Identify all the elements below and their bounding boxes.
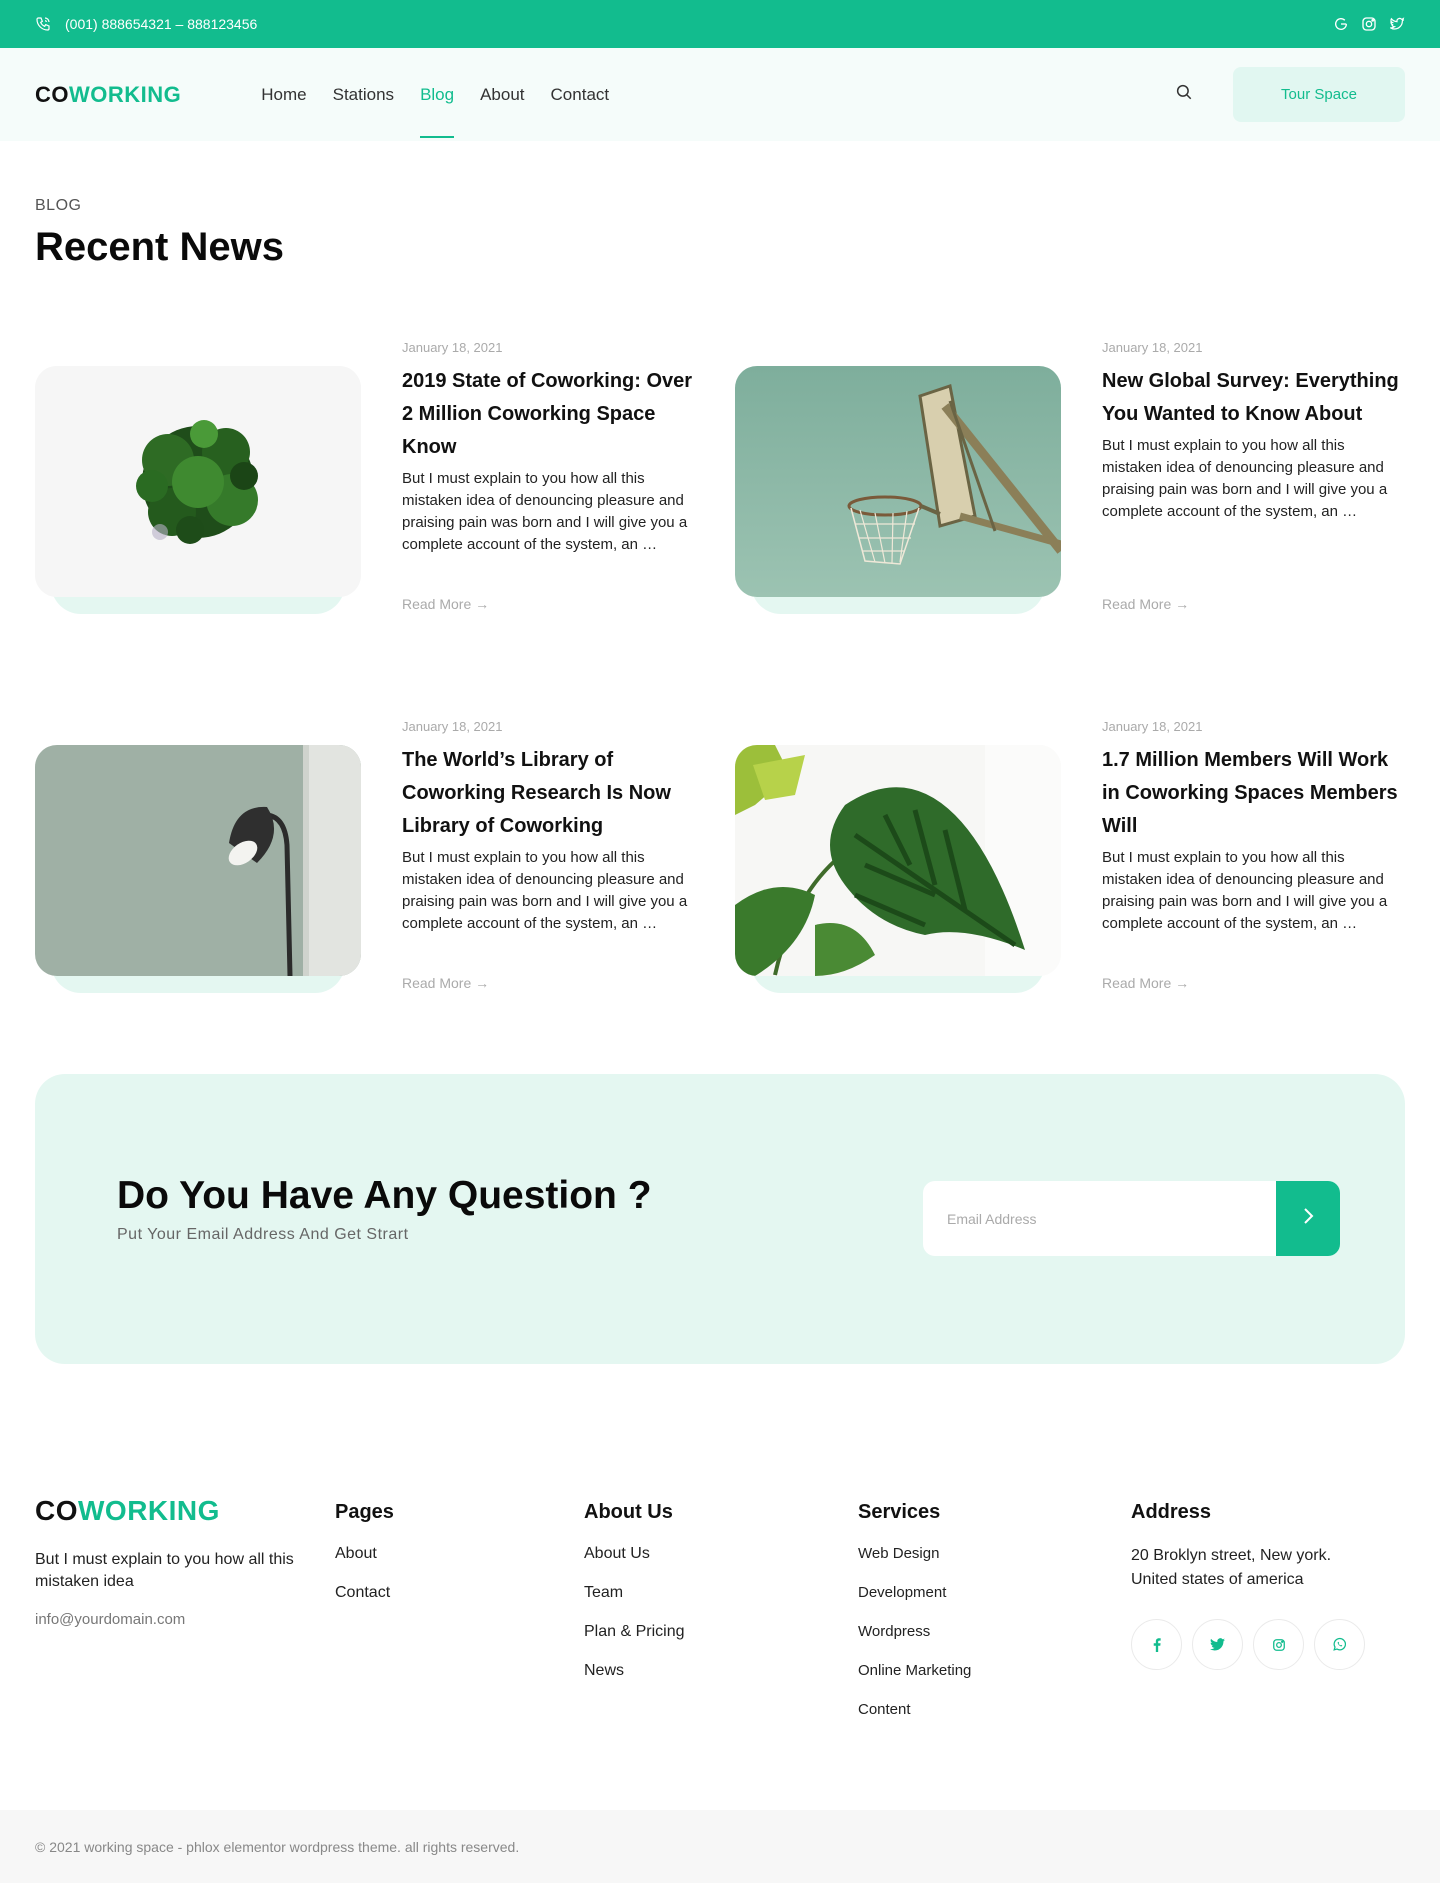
footer-link-web-design[interactable]: Web Design bbox=[858, 1545, 940, 1562]
footer-link-about[interactable]: About bbox=[335, 1545, 377, 1562]
social-links bbox=[1131, 1619, 1365, 1670]
footer-heading: Services bbox=[858, 1501, 941, 1523]
basketball-hoop-image[interactable] bbox=[735, 366, 1061, 597]
nav-blog[interactable]: Blog bbox=[420, 48, 454, 141]
twitter-icon[interactable] bbox=[1389, 16, 1405, 32]
plant-top-view-image[interactable] bbox=[35, 366, 361, 597]
section-title: Recent News bbox=[35, 225, 284, 269]
site-logo[interactable]: COWORKING bbox=[35, 81, 182, 107]
newsletter-title: Do You Have Any Question ? bbox=[117, 1174, 652, 1217]
blog-section-header bbox=[0, 141, 1440, 270]
footer-heading: Pages bbox=[335, 1501, 394, 1523]
floor-lamp-image[interactable] bbox=[35, 745, 361, 976]
phone-number[interactable]: (001) 888654321 – 888123456 bbox=[65, 16, 258, 32]
main-nav bbox=[261, 48, 609, 141]
copyright-bar bbox=[0, 1810, 1440, 1883]
post-excerpt: But I must explain to you how all this mistaken idea of denouncing pleasure and praising pain was born and I will give you a complete account of the system, an … bbox=[1102, 849, 1388, 932]
post-title[interactable]: 1.7 Million Members Will Work in Coworking Spaces Members Will bbox=[1102, 749, 1398, 837]
post-date: January 18, 2021 bbox=[402, 340, 503, 355]
nav-contact[interactable]: Contact bbox=[550, 84, 610, 104]
footer-heading: Address bbox=[1131, 1501, 1212, 1523]
nav-stations[interactable]: Stations bbox=[332, 84, 395, 104]
read-more-link[interactable]: Read More → bbox=[402, 596, 490, 612]
post-excerpt: But I must explain to you how all this mistaken idea of denouncing pleasure and praising pain was born and I will give you a complete account of the system, an … bbox=[402, 470, 688, 553]
blog-post-card bbox=[35, 719, 720, 994]
post-info bbox=[1102, 719, 1402, 935]
footer-link-about-us[interactable]: About Us bbox=[584, 1545, 650, 1562]
footer-link-contact[interactable]: Contact bbox=[335, 1584, 391, 1601]
read-more-link[interactable]: Read More → bbox=[1102, 975, 1190, 991]
footer-link-wordpress[interactable]: Wordpress bbox=[858, 1623, 931, 1640]
footer-link-content[interactable]: Content bbox=[858, 1701, 911, 1718]
nav-about[interactable]: About bbox=[480, 84, 525, 104]
post-info bbox=[402, 719, 702, 935]
footer-email[interactable]: info@yourdomain.com bbox=[35, 1611, 186, 1628]
post-date: January 18, 2021 bbox=[402, 719, 503, 734]
footer-address bbox=[1131, 1495, 1365, 1670]
footer-link-news[interactable]: News bbox=[584, 1662, 625, 1679]
post-title[interactable]: 2019 State of Coworking: Over 2 Million Coworking Space Know bbox=[402, 370, 693, 458]
section-eyebrow: BLOG bbox=[35, 197, 82, 214]
google-icon[interactable] bbox=[1333, 16, 1349, 32]
post-info bbox=[402, 340, 702, 556]
footer-services bbox=[858, 1495, 971, 1739]
post-thumbnail[interactable] bbox=[735, 366, 1061, 614]
post-title[interactable]: The World’s Library of Coworking Research Is Now Library of Coworking bbox=[402, 749, 671, 837]
main-header bbox=[0, 48, 1440, 141]
footer-link-development[interactable]: Development bbox=[858, 1584, 947, 1601]
footer-link-team[interactable]: Team bbox=[584, 1584, 624, 1601]
submit-button[interactable] bbox=[1276, 1181, 1340, 1256]
whatsapp-icon[interactable] bbox=[1314, 1619, 1365, 1670]
instagram-icon[interactable] bbox=[1361, 16, 1377, 32]
post-thumbnail[interactable] bbox=[35, 366, 361, 614]
footer-logo[interactable]: COWORKING bbox=[35, 1495, 220, 1526]
address-text: 20 Broklyn street, New york. United states of america bbox=[1131, 1547, 1332, 1588]
blog-post-card bbox=[735, 340, 1420, 615]
post-excerpt: But I must explain to you how all this mistaken idea of denouncing pleasure and praising pain was born and I will give you a complete account of the system, an … bbox=[402, 849, 688, 932]
blog-post-card bbox=[735, 719, 1420, 994]
monstera-leaf-image[interactable] bbox=[735, 745, 1061, 976]
facebook-icon[interactable] bbox=[1131, 1619, 1182, 1670]
post-title[interactable]: New Global Survey: Everything You Wanted to Know About bbox=[1102, 370, 1399, 425]
post-thumbnail[interactable] bbox=[735, 745, 1061, 993]
post-excerpt: But I must explain to you how all this mistaken idea of denouncing pleasure and praising pain was born and I will give you a complete account of the system, an … bbox=[1102, 437, 1388, 520]
email-input[interactable] bbox=[923, 1181, 1276, 1256]
footer-about bbox=[584, 1495, 685, 1700]
newsletter-section bbox=[35, 1074, 1405, 1364]
copyright-text: © 2021 working space - phlox elementor wordpress theme. all rights reserved. bbox=[35, 1838, 520, 1855]
footer-description: But I must explain to you how all this mistaken idea bbox=[35, 1551, 294, 1590]
newsletter-subtitle: Put Your Email Address And Get Strart bbox=[117, 1226, 409, 1243]
twitter-icon[interactable] bbox=[1192, 1619, 1243, 1670]
search-icon[interactable] bbox=[1175, 83, 1193, 106]
read-more-link[interactable]: Read More → bbox=[402, 975, 490, 991]
post-date: January 18, 2021 bbox=[1102, 340, 1203, 355]
phone-icon bbox=[35, 16, 51, 32]
newsletter-form bbox=[923, 1181, 1340, 1256]
blog-post-card bbox=[35, 340, 720, 615]
tour-space-button[interactable]: Tour Space bbox=[1233, 67, 1405, 122]
footer-link-online-marketing[interactable]: Online Marketing bbox=[858, 1662, 972, 1679]
read-more-link[interactable]: Read More → bbox=[1102, 596, 1190, 612]
post-info bbox=[1102, 340, 1402, 523]
footer-link-pricing[interactable]: Plan & Pricing bbox=[584, 1623, 685, 1640]
instagram-icon[interactable] bbox=[1253, 1619, 1304, 1670]
footer-pages bbox=[335, 1495, 394, 1622]
top-bar bbox=[0, 0, 1440, 48]
chevron-right-icon bbox=[1301, 1207, 1315, 1230]
footer-brand bbox=[35, 1495, 295, 1628]
footer-heading: About Us bbox=[584, 1501, 673, 1523]
post-thumbnail[interactable] bbox=[35, 745, 361, 993]
post-date: January 18, 2021 bbox=[1102, 719, 1203, 734]
nav-home[interactable]: Home bbox=[261, 84, 307, 104]
